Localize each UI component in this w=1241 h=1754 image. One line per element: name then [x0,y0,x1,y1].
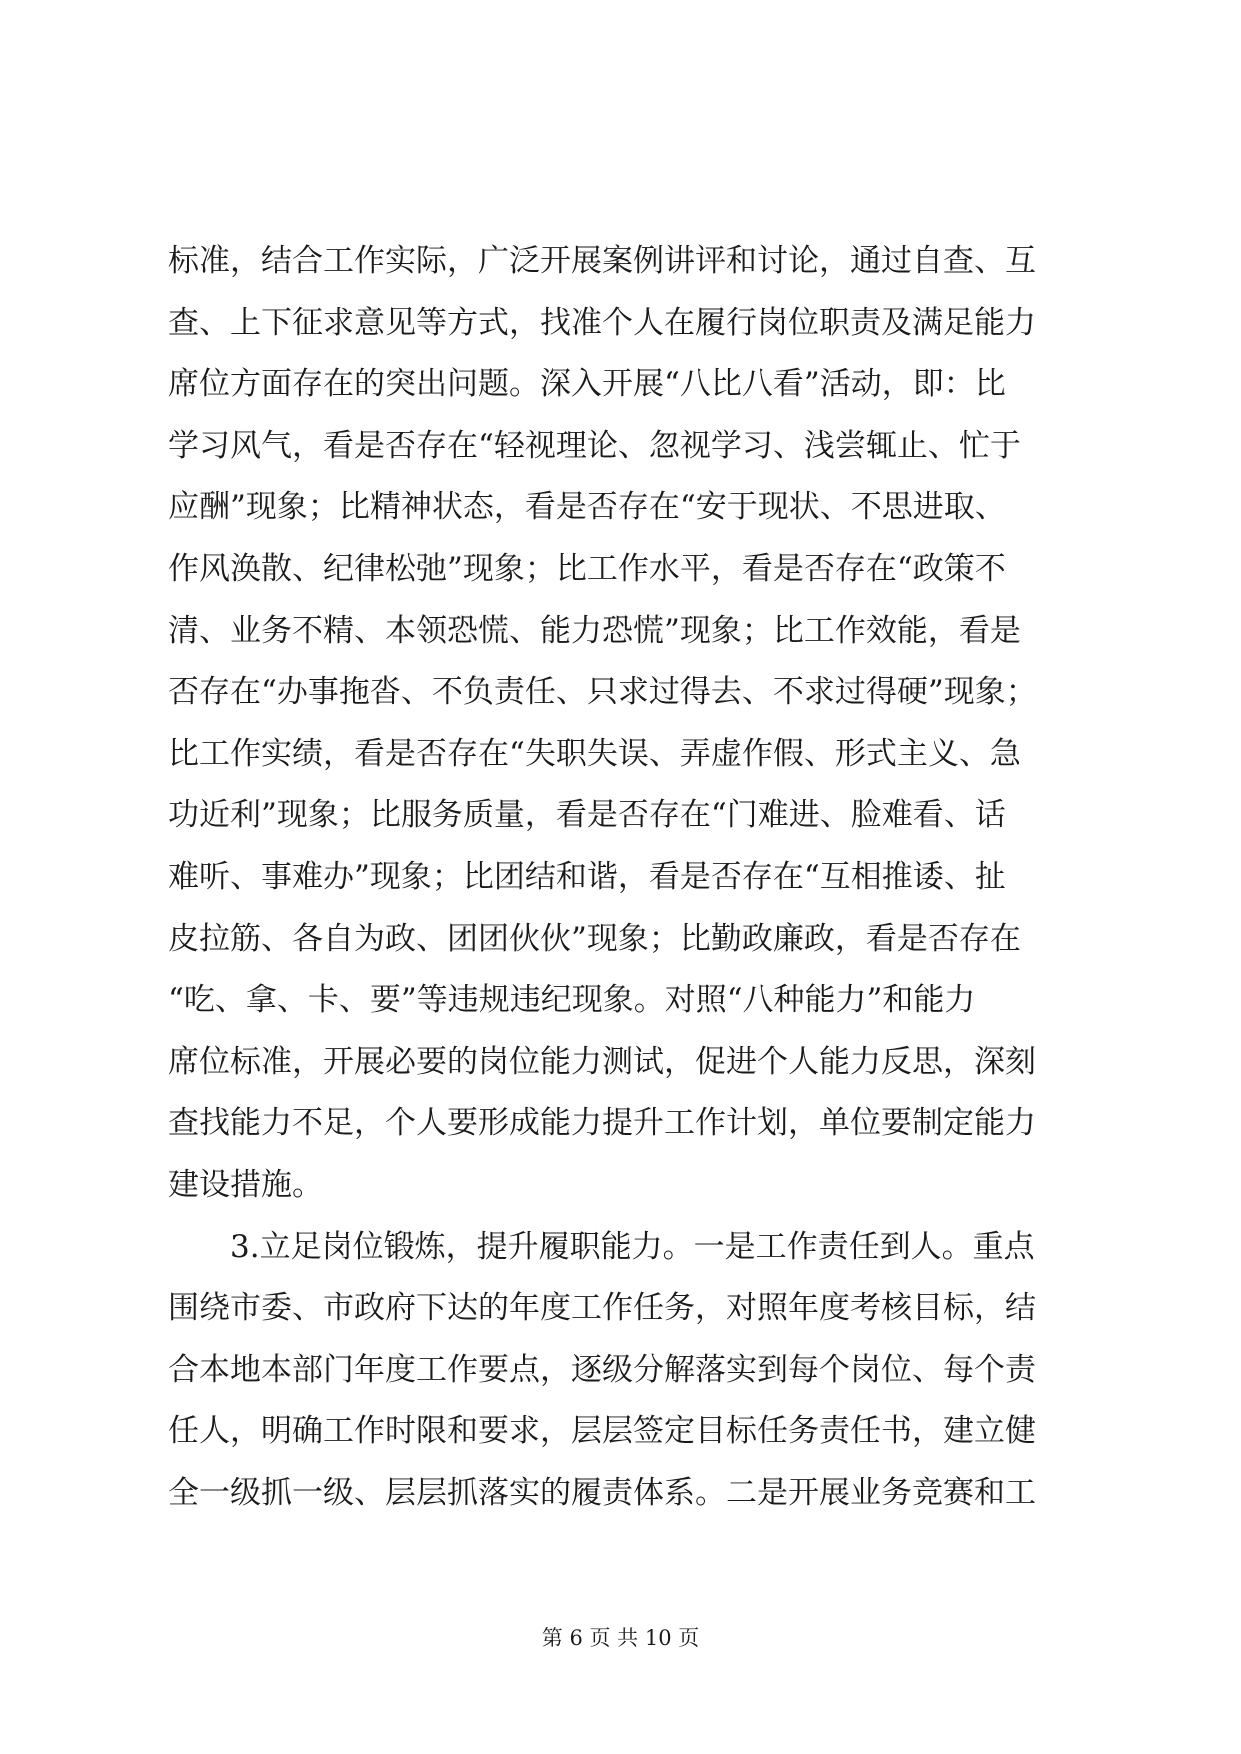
text-line: 学习风气，看是否存在“轻视理论、忽视学习、浅尝辄止、忙于 [168,427,1021,464]
text-line: 否存在“办事拖沓、不负责任、只求过得去、不求过得硬”现象； [168,674,1037,711]
text-line: 查找能力不足，个人要形成能力提升工作计划，单位要制定能力 [168,1105,1036,1142]
text-line: 功近利”现象；比服务质量，看是否存在“门难进、脸难看、话 [168,797,1006,834]
body-text [168,231,1088,1524]
text-line: 清、业务不精、本领恐慌、能力恐慌”现象；比工作效能，看是 [168,612,1021,649]
text-line: 查、上下征求意见等方式，找准个人在履行岗位职责及满足能力 [168,304,1036,341]
text-line: 全一级抓一级、层层抓落实的履责体系。二是开展业务竞赛和工 [168,1474,1036,1511]
text-line: 建设措施。 [168,1166,323,1203]
text-line: 席位方面存在的突出问题。深入开展“八比八看”活动，即：比 [168,366,1006,403]
text-line: 应酬”现象；比精神状态，看是否存在“安于现状、不思进取、 [168,489,1006,526]
text-line: 比工作实绩，看是否存在“失职失误、弄虚作假、形式主义、急 [168,735,1021,772]
text-line: 难听、事难办”现象；比团结和谐，看是否存在“互相推诿、扯 [168,858,1006,895]
text-line: 任人，明确工作时限和要求，层层签定目标任务责任书，建立健 [168,1413,1036,1450]
paragraph-start-line: 3.立足岗位锻炼，提升履职能力。一是工作责任到人。重点 [230,1228,1035,1265]
text-line: 作风涣散、纪律松弛”现象；比工作水平，看是否存在“政策不 [168,550,1006,587]
page-number-footer: 第 6 页 共 10 页 [541,1626,700,1650]
text-line: 席位标准，开展必要的岗位能力测试，促进个人能力反思，深刻 [168,1043,1036,1080]
text-line: 标准，结合工作实际，广泛开展案例讲评和讨论，通过自查、互 [168,243,1036,279]
text-line: 皮拉筋、各自为政、团团伙伙”现象；比勤政廉政，看是否存在 [168,920,1021,957]
text-line: 围绕市委、市政府下达的年度工作任务，对照年度考核目标，结 [168,1290,1036,1327]
text-line: “吃、拿、卡、要”等违规违纪现象。对照“八种能力”和能力 [168,982,976,1019]
text-line: 合本地本部门年度工作要点，逐级分解落实到每个岗位、每个责 [168,1351,1036,1388]
